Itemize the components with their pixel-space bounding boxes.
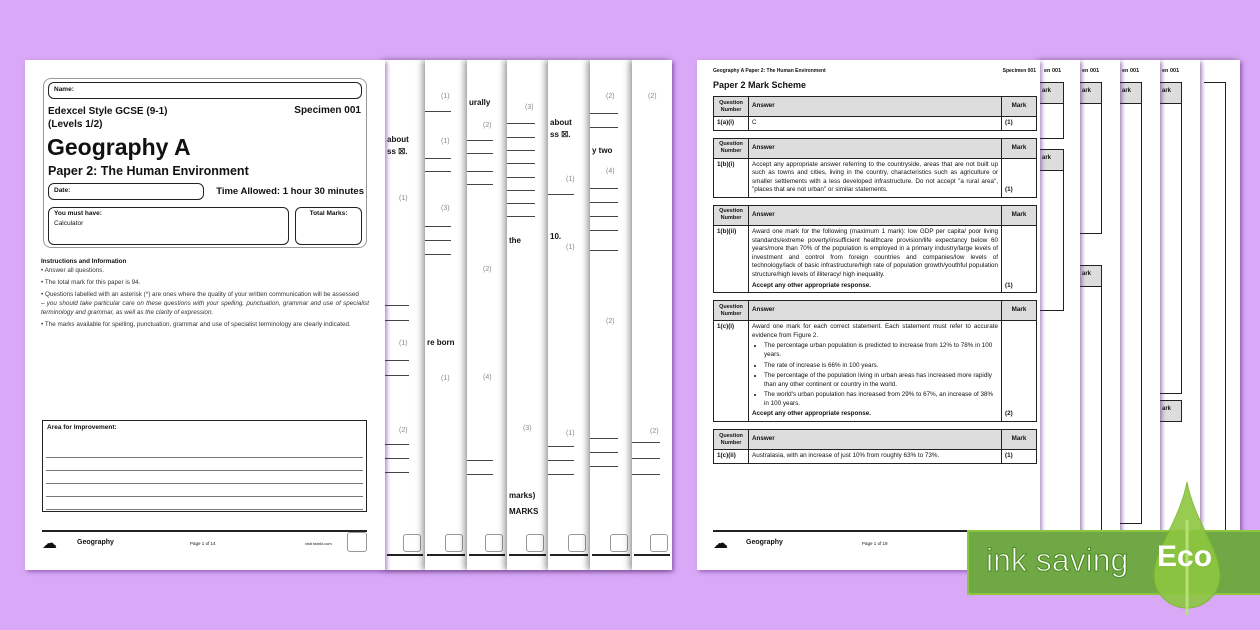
mark-label: (1) [566, 176, 575, 183]
eco-label: Eco [1157, 540, 1213, 573]
answer-bullet: • The percentage urban population is predicted to increase from 12% to 78% in 100 years. [764, 342, 998, 359]
markscheme-title: Paper 2 Mark Scheme [713, 80, 807, 90]
question-number: 1(a)(i) [714, 117, 749, 131]
name-label: Name: [54, 86, 74, 93]
fragment-text: ark [1040, 82, 1064, 104]
col-answer: Answer [749, 138, 1002, 158]
footer-page-number: Page 1 of 14 [190, 541, 216, 546]
fragment-text: ark [1120, 82, 1142, 104]
instruction-item: • Questions labelled with an asterisk (*) are ones where the quality of your written communication will be assessed [41, 291, 359, 298]
answer-note: Accept any other appropriate response. [752, 281, 871, 289]
answer-text: Award one mark for each correct statement. Each statement must refer to accurate evidence from Figure 2. [752, 323, 998, 339]
mark-label: (1) [566, 430, 575, 437]
mark-value: (2) [1002, 321, 1037, 422]
worksheet-page [467, 60, 507, 570]
col-mark: Mark [1002, 301, 1037, 321]
markscheme-front-page [697, 60, 1040, 570]
exam-board: Edexcel Style GCSE (9-1) [48, 106, 168, 117]
header-right: Specimen 001 [1002, 68, 1036, 74]
instruction-item: • Answer all questions. [41, 267, 105, 274]
table-header-row [714, 301, 1037, 321]
answer-cell [749, 321, 1002, 422]
mark-label: (2) [483, 122, 492, 129]
table-header-row [714, 205, 1037, 225]
footer-site-link[interactable]: visit twinkl.com [305, 541, 332, 546]
mark-label: (2) [648, 93, 657, 100]
answer-cell [749, 117, 1002, 131]
worksheet-page [425, 60, 467, 570]
instruction-item: • The marks available for spelling, punctuation, grammar and use of specialist terminology are clearly indicated. [41, 321, 351, 328]
must-have-box [48, 207, 289, 245]
table-header-row [714, 97, 1037, 117]
col-answer: Answer [749, 97, 1002, 117]
answer-cell [749, 450, 1002, 464]
table-header-row [714, 138, 1037, 158]
mark-label: (1) [399, 195, 408, 202]
fragment-text: ss ☒. [550, 130, 571, 139]
fragment-text: en 001 [1122, 68, 1140, 74]
improvement-label: Area for Improvement: [47, 424, 117, 431]
col-mark: Mark [1002, 205, 1037, 225]
instructions-heading: Instructions and Information [41, 258, 127, 265]
mark-label: (3) [441, 205, 450, 212]
col-answer: Answer [749, 301, 1002, 321]
twinkl-badge-icon [347, 532, 367, 552]
fragment-text: urally [469, 98, 491, 107]
markscheme-tables [713, 96, 1037, 471]
fragment-text: ss ☒. [387, 147, 408, 156]
worksheet-page [590, 60, 632, 570]
fragment-text: en 001 [1082, 68, 1100, 74]
fragment-text: y two [592, 146, 613, 155]
mark-label: (3) [523, 425, 532, 432]
mark-value: (1) [1002, 158, 1037, 197]
worksheet-page [632, 60, 672, 570]
instruction-item: – you should take particular care on these questions with your spelling, punctuation, grammar and use of specialist terminology and grammar, as well as the clarity of expression. [41, 300, 369, 316]
answer-text: Accept any appropriate answer referring to the countryside, areas that are not built up such as towns and cities, living in the country, characteristics such as agriculture or smaller settlements with a less developed infrastructure. Do not accept "a rural area", "places that are not urban" or similar statements. [752, 160, 998, 194]
fragment-text: re born [427, 338, 455, 347]
markscheme-table [713, 138, 1037, 198]
fragment-text: ark [1080, 265, 1102, 287]
fragment-text: about [387, 135, 409, 144]
time-allowed: Time Allowed: 1 hour 30 minutes [216, 186, 364, 197]
col-question: Question Number [714, 301, 749, 321]
mark-value: (1) [1002, 225, 1037, 292]
table-row [714, 450, 1037, 464]
twinkl-badge-icon [568, 534, 586, 552]
twinkl-badge-icon [485, 534, 503, 552]
question-number: 1(b)(i) [714, 158, 749, 197]
fragment-text: marks) [509, 491, 536, 500]
mark-label: (1) [399, 340, 408, 347]
must-have-label: You must have: [54, 210, 102, 217]
total-marks-label: Total Marks: [309, 210, 348, 217]
mark-label: (2) [650, 428, 659, 435]
answer-text: Australasia, with an increase of just 10% from roughly 63% to 73%. [752, 452, 940, 460]
table-row [714, 225, 1037, 292]
answer-bullet: • The rate of increase is 66% in 100 years. [764, 362, 998, 371]
markscheme-table [713, 300, 1037, 422]
answer-cell [749, 158, 1002, 197]
mark-value: (1) [1002, 117, 1037, 131]
fragment-text: the [509, 236, 521, 245]
twinkl-badge-icon [610, 534, 628, 552]
answer-text: Award one mark for the following (maximum 1 mark): low GDP per capita/ poor living standards/extreme poverty/insufficient healthcare provision/life expectancy below 60 years/more than 70% of the population is employed in a primary industry/large levels of investment and control from foreign countries and companies/low levels of technology/lack of basic infrastructure/high rate of population growth/youthful population structure/high levels of illiteracy/ high inequality. [752, 227, 998, 278]
total-marks-box [295, 207, 362, 245]
fragment-text: about [550, 118, 572, 127]
name-field[interactable] [48, 82, 362, 99]
fragment-text: 10. [550, 232, 562, 241]
table-row [714, 117, 1037, 131]
footer-page-number: Page 1 of 19 [862, 541, 888, 546]
answer-note: Accept any other appropriate response. [752, 410, 871, 418]
table-row [714, 321, 1037, 422]
twinkl-logo-icon: ☁ [42, 535, 57, 552]
worksheet-page [548, 60, 590, 570]
answer-cell [749, 225, 1002, 292]
worksheet-page [507, 60, 548, 570]
col-question: Question Number [714, 430, 749, 450]
fragment-text: en 001 [1044, 68, 1062, 74]
page-subtitle: Paper 2: The Human Environment [48, 164, 249, 178]
answer-bullet: • The percentage of the population living in urban areas has increased more rapidly than any other continent or country in the world. [764, 372, 998, 389]
col-question: Question Number [714, 205, 749, 225]
date-field[interactable] [48, 183, 204, 200]
table-row [714, 158, 1037, 197]
must-have-value: Calculator [54, 220, 84, 227]
specimen-label: Specimen 001 [294, 105, 361, 116]
markscheme-table [713, 205, 1037, 293]
header-left: Geography A Paper 2: The Human Environment [713, 68, 826, 74]
instruction-item: • The total mark for this paper is 94. [41, 279, 141, 286]
table-header-row [714, 430, 1037, 450]
markscheme-table [713, 429, 1037, 464]
question-number: 1(c)(ii) [714, 450, 749, 464]
col-mark: Mark [1002, 138, 1037, 158]
mark-label: (2) [606, 93, 615, 100]
markscheme-page [1080, 60, 1120, 570]
twinkl-logo-icon: ☁ [713, 535, 728, 552]
mark-label: (2) [399, 427, 408, 434]
exam-levels: (Levels 1/2) [48, 119, 103, 130]
fragment-text: ark [1160, 82, 1182, 104]
mark-label: (2) [606, 318, 615, 325]
mark-label: (1) [441, 138, 450, 145]
fragment-text: ark [1160, 400, 1182, 422]
question-number: 1(c)(i) [714, 321, 749, 422]
answer-text: C [752, 119, 757, 126]
twinkl-badge-icon [526, 534, 544, 552]
col-mark: Mark [1002, 430, 1037, 450]
fragment-text: en 001 [1162, 68, 1180, 74]
footer-subject: Geography [746, 539, 783, 546]
mark-value: (1) [1002, 450, 1037, 464]
mark-label: (3) [525, 104, 534, 111]
page-title: Geography A [47, 134, 191, 160]
mark-label: (1) [441, 375, 450, 382]
instructions [41, 257, 369, 329]
mark-label: (2) [483, 266, 492, 273]
col-question: Question Number [714, 97, 749, 117]
mark-label: (4) [483, 374, 492, 381]
col-answer: Answer [749, 205, 1002, 225]
answer-bullet: • The world's urban population has increased from 29% to 67%, an increase of 38% in 100 years. [764, 391, 998, 408]
exam-cover-page [25, 60, 385, 570]
markscheme-page [1040, 60, 1080, 570]
twinkl-badge-icon [445, 534, 463, 552]
fragment-text: ark [1080, 82, 1102, 104]
question-number: 1(b)(ii) [714, 225, 749, 292]
markscheme-table [713, 96, 1037, 131]
fragment-text: MARKS [509, 507, 539, 516]
twinkl-badge-icon [650, 534, 668, 552]
ink-saving-label: ink saving [986, 542, 1129, 578]
mark-label: (1) [566, 244, 575, 251]
mark-label: (1) [441, 93, 450, 100]
col-question: Question Number [714, 138, 749, 158]
improvement-box[interactable] [42, 420, 367, 512]
twinkl-badge-icon [403, 534, 421, 552]
col-answer: Answer [749, 430, 1002, 450]
footer-subject: Geography [77, 539, 114, 546]
mark-label: (4) [606, 168, 615, 175]
fragment-text: ark [1040, 149, 1064, 171]
worksheet-page [385, 60, 425, 570]
col-mark: Mark [1002, 97, 1037, 117]
date-label: Date: [54, 187, 71, 194]
